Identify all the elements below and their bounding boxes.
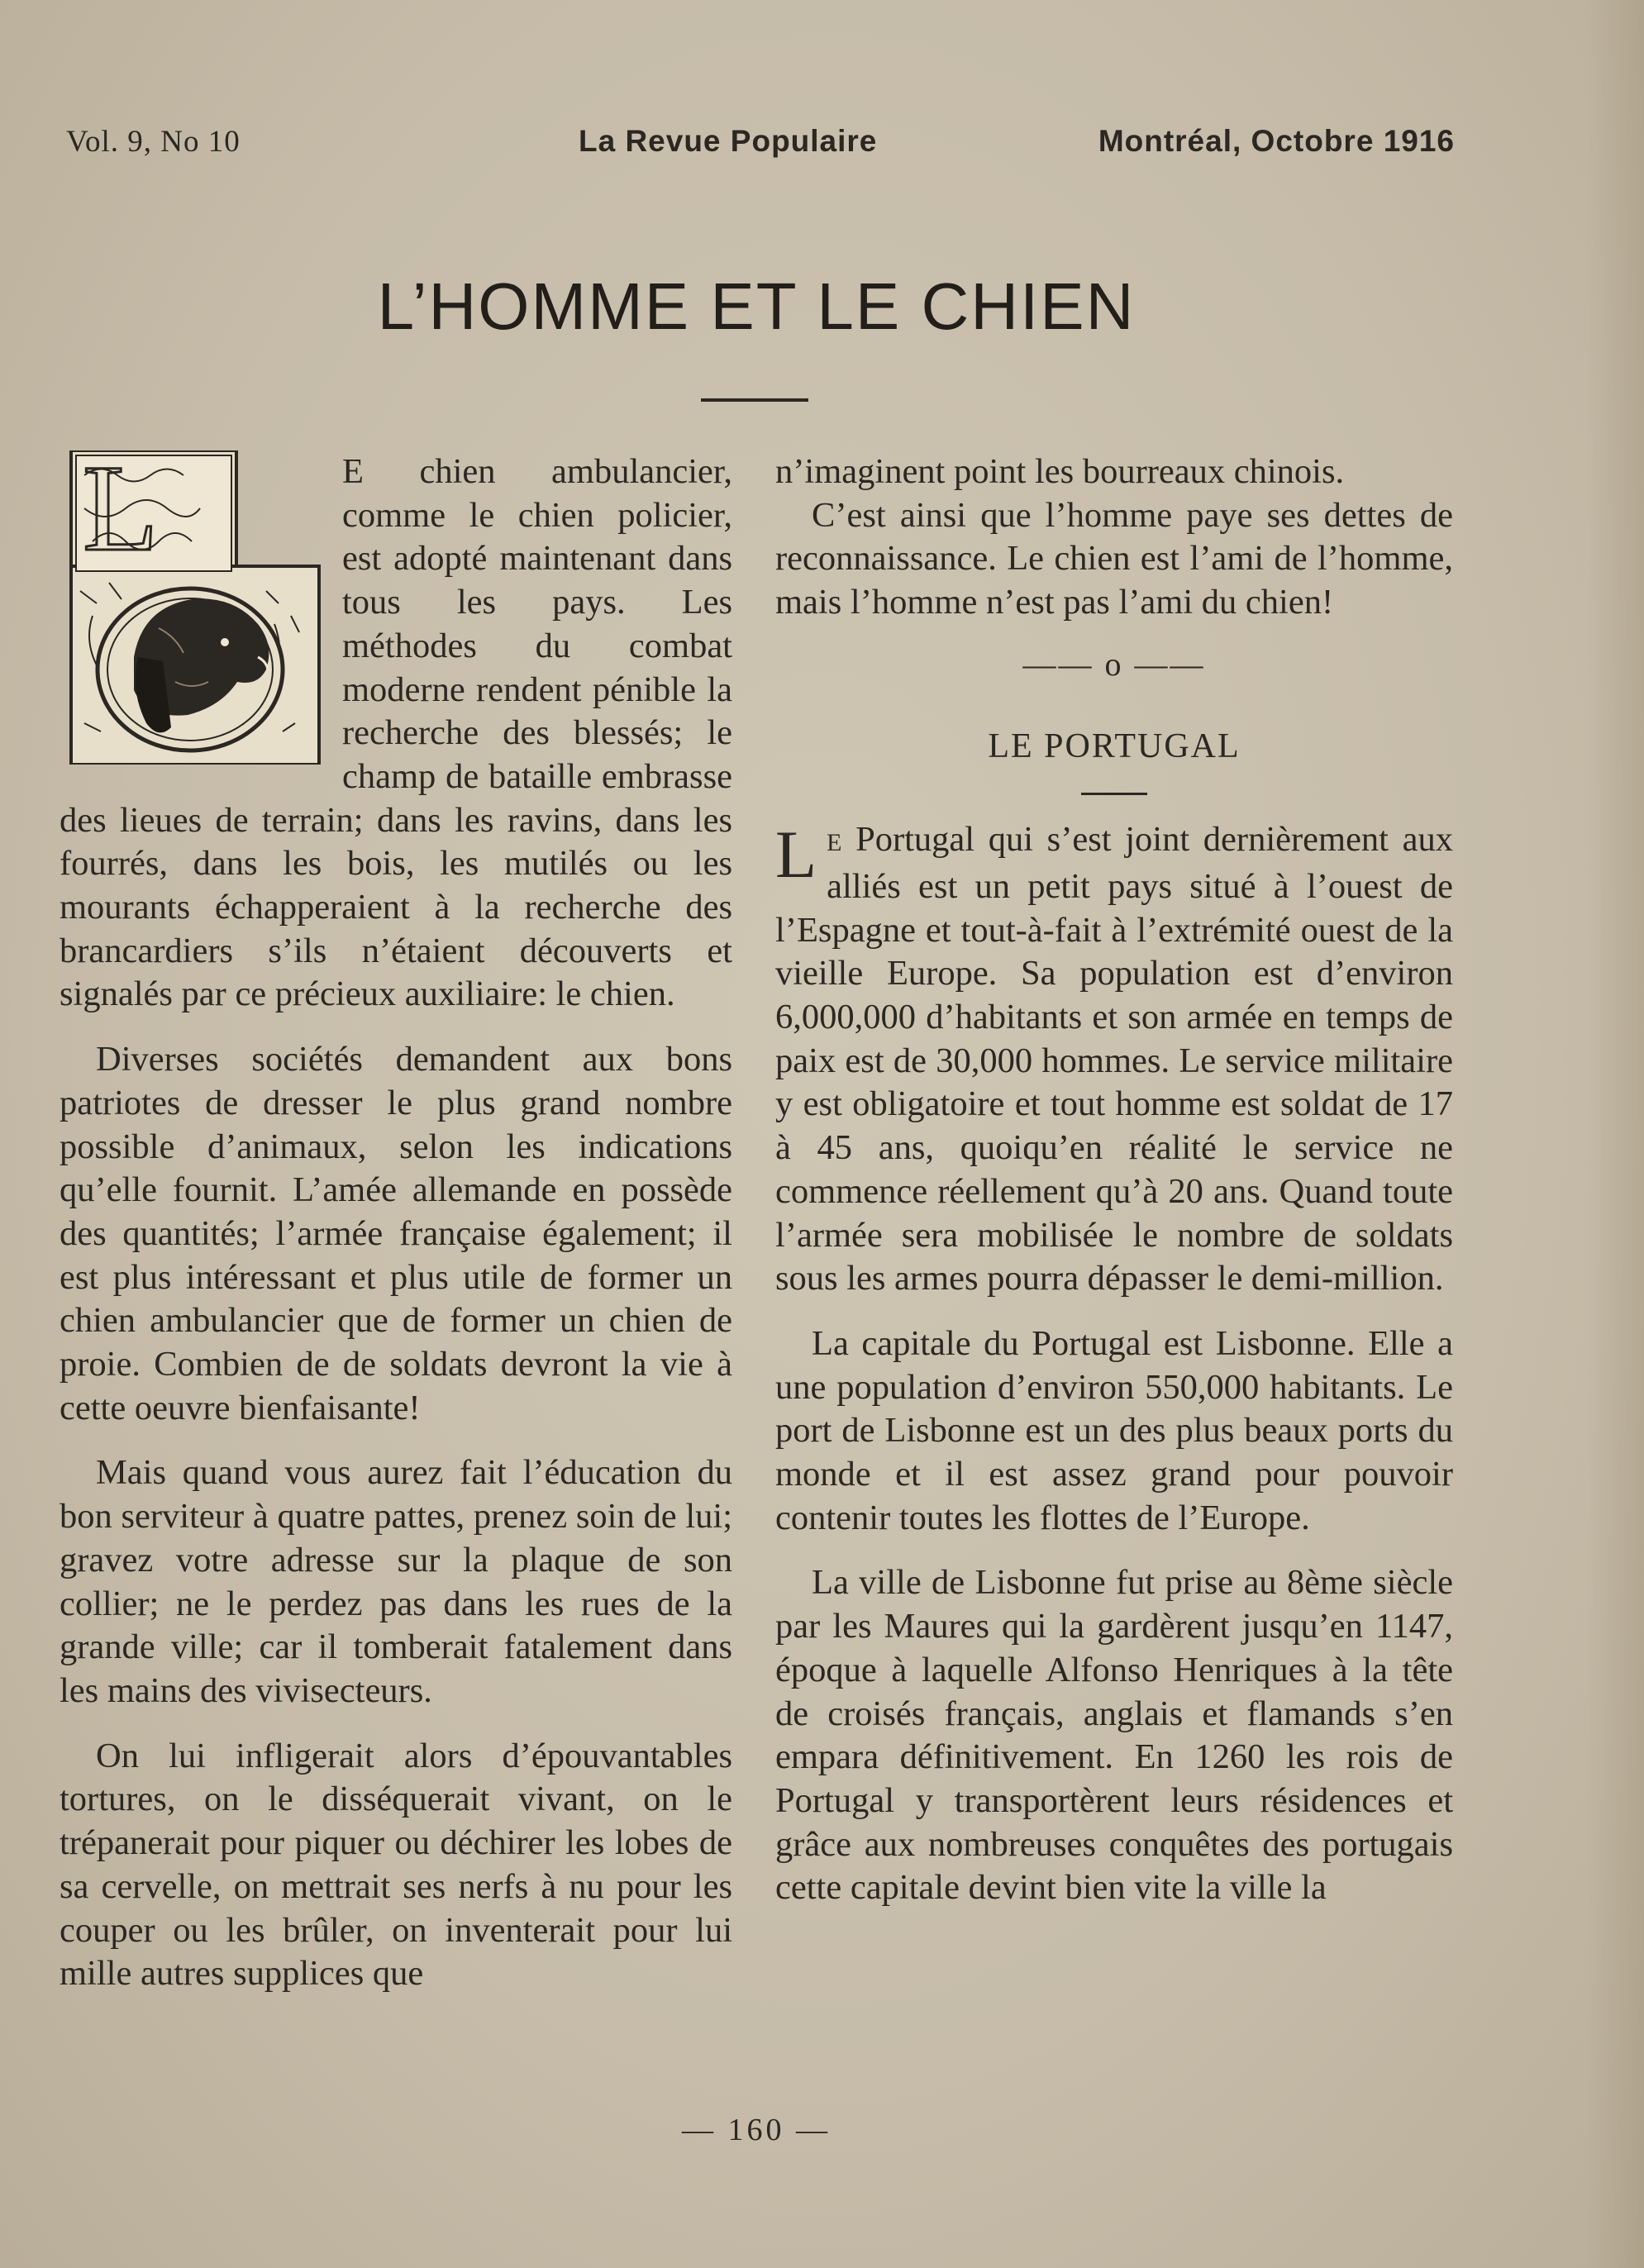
illustrated-dropcap [60,450,324,765]
left-column [60,450,732,1996]
portugal-paragraph-1 [775,818,1453,1301]
portugal-paragraph-1-text: Portugal qui s’est joint dernièrement aux alliés est un petit pays situé à l’ouest de l’Espagne et tout-à-fait à l’extrémité ouest de la vieille Europe. Sa population est d’environ 6,000,000 d’habitants et son armée en temps de paix est de 30,000 hommes. Le service militaire y est obligatoire et tout homme est soldat de 17 à 45 ans, quoiqu’en réalité le service ne commence réellement qu’à 20 ans. Quand toute l’armée sera mobilisée le nombre de soldats sous les armes pourra dépasser le demi-million. [775,820,1453,1298]
volume-number: Vol. 9, No 10 [66,125,241,159]
paragraph-4: On lui infligerait alors d’épouvantables tortures, on le disséquerait vivant, on le trépanerait pour piquer ou déchirer les lobes de sa cervelle, on mettrait ses nerfs à nu pour les couper ou les brûler, on inventerait pour lui mille autres supplices que [60,1736,732,1994]
dog-dropcap-illustration [60,450,324,765]
portugal-smallcap: E [827,829,842,857]
paragraph-continued: n’imaginent point les bourreaux chinois. [775,452,1345,491]
paragraph-1: E chien ambulancier, comme le chien policier, est adopté maintenant dans tous les pays. Les méthodes du combat moderne rendent pénible la recherche des blessés; le champ de bataille embrasse des lieues de terrain; dans les ravins, dans les fourrés, dans les bois, les mutilés ou les mourants échapperaient à la recherche des brancardiers s’ils n’étaient découverts et signalés par ce précieux auxiliaire: le chien. [60,452,732,1014]
page-number: — 160 — [682,2113,831,2147]
paragraph-moral: C’est ainsi que l’homme paye ses dettes de reconnaissance. Le chien est l’ami de l’homme, mais l’homme n’est pas l’ami du chien! [775,495,1453,622]
section-ornament: —— o —— [1022,645,1206,683]
paragraph-2: Diverses sociétés demandent aux bons patriotes de dresser le plus grand nombre possible d’animaux, selon les indications qu’elle fournit. L’amée allemande en possède des quantités; l’armée française également; il est plus intéressant et plus utile de former un chien ambulancier que de former un chien de proie. Combien de de soldats devront la vie à cette oeuvre bienfaisante! [60,1040,732,1427]
portugal-initial: L [775,817,817,893]
page-edge-shadow [1586,0,1644,2268]
dropcap-letter: L [83,450,159,577]
section-subtitle: LE PORTUGAL [988,727,1241,765]
article-title: L’HOMME ET LE CHIEN [377,269,1136,343]
right-column [775,450,1453,1910]
subtitle-rule [1081,793,1147,795]
title-rule [701,398,808,402]
paragraph-3: Mais quand vous aurez fait l’éducation du bon serviteur à quatre pattes, prenez soin de lui; gravez votre adresse sur la plaque de son collier; ne le perdez pas dans les rues de la grande ville; car il tomberait fatalement dans les mains des vivisecteurs. [60,1453,732,1710]
portugal-paragraph-2: La capitale du Portugal est Lisbonne. Elle a une population d’environ 550,000 habitants. Le port de Lisbonne est un des plus beaux ports du monde et il est assez grand pour pouvoir contenir toutes les flottes de l’Europe. [775,1323,1453,1537]
running-header [66,124,1455,165]
portugal-paragraph-3: La ville de Lisbonne fut prise au 8ème siècle par les Maures qui la gardèrent jusqu’en 1147, époque à laquelle Alfonso Henriques à la tête de croisés français, anglais et flamands s’en empara définitivement. En 1260 les rois de Portugal y transportèrent leurs résidences et grâce aux nombreuses conquêtes des portugais cette capitale devint bien vite la ville la [775,1563,1453,1908]
magazine-name: La Revue Populaire [579,124,878,158]
issue-date: Montréal, Octobre 1916 [1098,124,1455,158]
